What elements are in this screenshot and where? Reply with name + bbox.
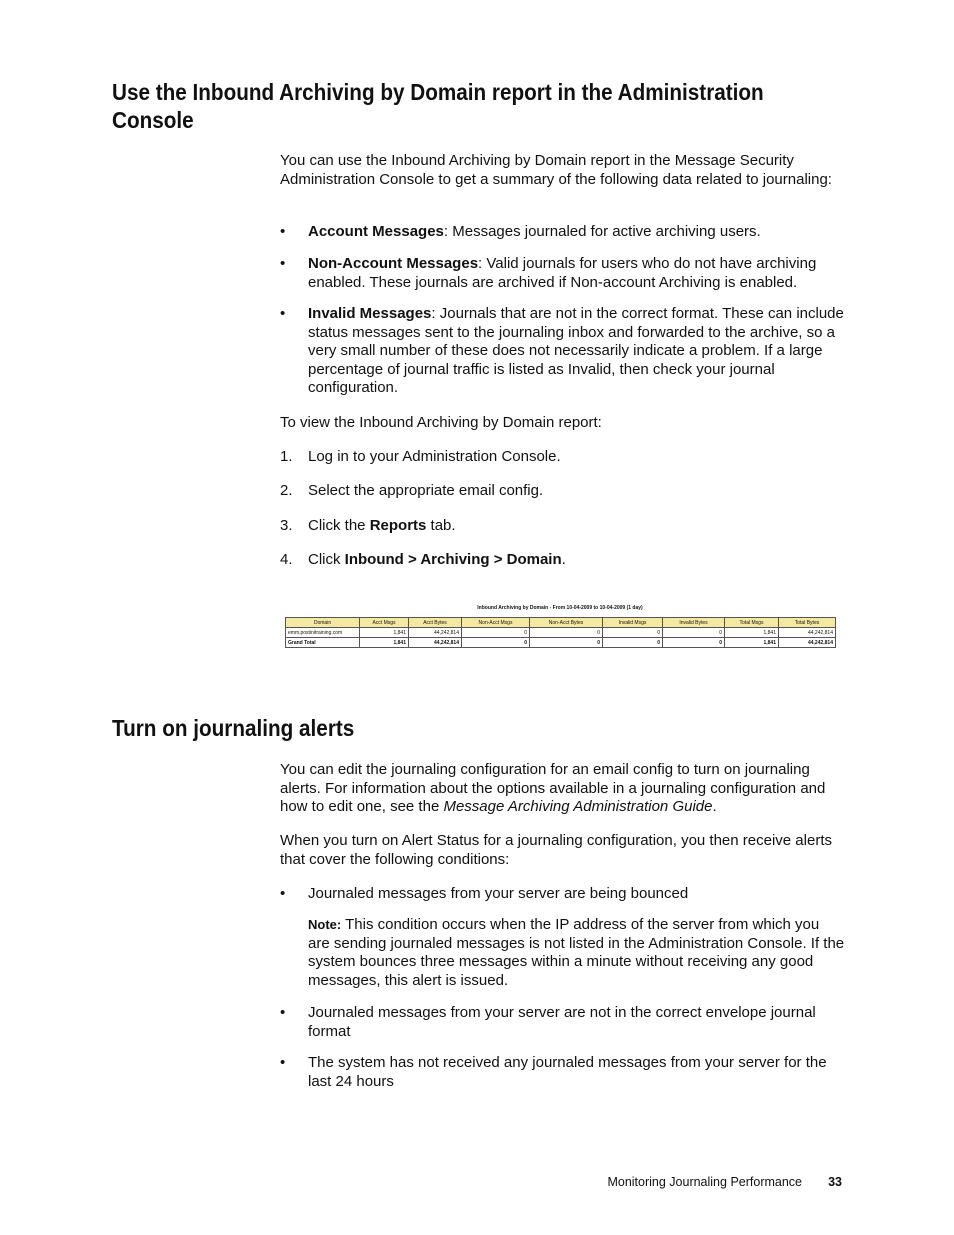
step-text: Click the [308,517,370,534]
column-header-non-acct-msgs: Non-Acct Msgs [462,618,530,628]
table-cell: 0 [462,638,530,648]
table-cell: 0 [530,628,603,638]
table-cell: 1,841 [360,628,409,638]
column-header-acct-msgs: Acct Msgs [360,618,409,628]
table-cell: 0 [462,628,530,638]
bullet-text: The system has not received any journaled messages from your server for the last 24 hours [308,1054,827,1090]
step-number: 4. [280,551,293,568]
step-text-post: . [561,551,566,568]
section-heading-inbound-archiving: Use the Inbound Archiving by Domain report in the Administration Console [112,79,764,133]
column-header-invalid-bytes: Invalid Bytes [663,618,725,628]
step-number: 3. [280,517,293,534]
column-header-domain: Domain [286,618,360,628]
step-text: Click [308,551,345,568]
step-bold: Inbound > Archiving > Domain [344,551,562,568]
para-text-end: . [712,798,717,816]
table-cell: 44,242,814 [409,638,462,648]
table-cell: emm.postinitraining.com [286,628,360,638]
section2-body [280,761,845,1101]
note-label: Note: [308,917,342,932]
table-cell: 44,242,814 [779,628,836,638]
bullet-desc: : Valid journals for users who do not have archiving enabled. These journals are archived if Non-account Archiving is enabled. [308,255,817,291]
table-row-grand-total [286,638,836,648]
bullet-text: Journaled messages from your server are not in the correct envelope journal format [308,1004,816,1040]
inbound-archiving-report [285,604,835,650]
bullet-desc: : Journals that are not in the correct format. These can include status messages sent to the journaling inbox and forwarded to the archive, so a very small number of these does not necessarily indicate a problem. If a large percentage of journal traffic is listed as Invalid, then check your journal configuration. [308,305,844,397]
table-cell: Grand Total [286,638,360,648]
section1-body [280,152,845,572]
column-header-non-acct-bytes: Non-Acct Bytes [530,618,603,628]
bullet-term: Invalid Messages [308,305,432,322]
bullet-desc: : Messages journaled for active archiving users. [443,223,761,240]
bullet-term: Non-Account Messages [308,255,479,272]
table-cell: 1,841 [725,638,779,648]
report-header-row [286,618,836,628]
table-cell: 1,841 [725,628,779,638]
table-cell: 0 [530,638,603,648]
step-bold: Reports [369,517,427,534]
footer-title: Monitoring Journaling Performance [607,1175,802,1189]
bullet-mark: • [280,255,286,272]
bullet-term: Account Messages [308,223,444,240]
step-number: 2. [280,482,293,499]
table-cell: 0 [663,628,725,638]
intro-paragraph: You can use the Inbound Archiving by Domain report in the Message Security Administration Console to get a summary of the following data related to journaling: [280,152,832,188]
guide-title: Message Archiving Administration Guide [443,798,713,816]
table-cell: 0 [603,638,663,648]
report-title: Inbound Archiving by Domain - From 10-04-2009 to 10-04-2009 (1 day) [477,605,643,611]
table-row [286,628,836,638]
page-number: 33 [828,1175,842,1189]
step-text: Select the appropriate email config. [308,482,544,499]
table-cell: 0 [603,628,663,638]
step-text: Log in to your Administration Console. [308,448,561,465]
column-header-total-msgs: Total Msgs [725,618,779,628]
bullet-mark: • [280,223,286,240]
column-header-total-bytes: Total Bytes [779,618,836,628]
alerts-intro-paragraph [280,761,845,817]
column-header-invalid-msgs: Invalid Msgs [603,618,663,628]
table-cell: 1,841 [360,638,409,648]
bullet-mark: • [280,1054,286,1071]
column-header-acct-bytes: Acct Bytes [409,618,462,628]
step-number: 1. [280,448,293,465]
bullet-text: Journaled messages from your server are being bounced [308,885,689,902]
report-table [285,617,836,648]
steps-intro: To view the Inbound Archiving by Domain report: [280,414,602,431]
step-text-post: tab. [426,517,456,534]
table-cell: 44,242,814 [779,638,836,648]
bullet-mark: • [280,1004,286,1021]
bullet-mark: • [280,885,286,902]
para-text: You can edit the journaling configuration for an email config to turn on journaling alerts. For information about the options available in a journaling configuration and how to edit one, see the [280,761,826,816]
note-text: This condition occurs when the IP address of the server from which you are sending journaled messages is not listed in the Administration Console. If the system bounces three messages within a minute without receiving any good messages, this alert is issued. [308,916,845,989]
alert-status-paragraph: When you turn on Alert Status for a journaling configuration, you then receive alerts that cover the following conditions: [280,832,832,868]
table-cell: 0 [663,638,725,648]
bullet-mark: • [280,305,286,322]
section-heading-journaling-alerts: Turn on journaling alerts [112,715,355,741]
note-paragraph [308,916,845,990]
table-cell: 44,242,814 [409,628,462,638]
